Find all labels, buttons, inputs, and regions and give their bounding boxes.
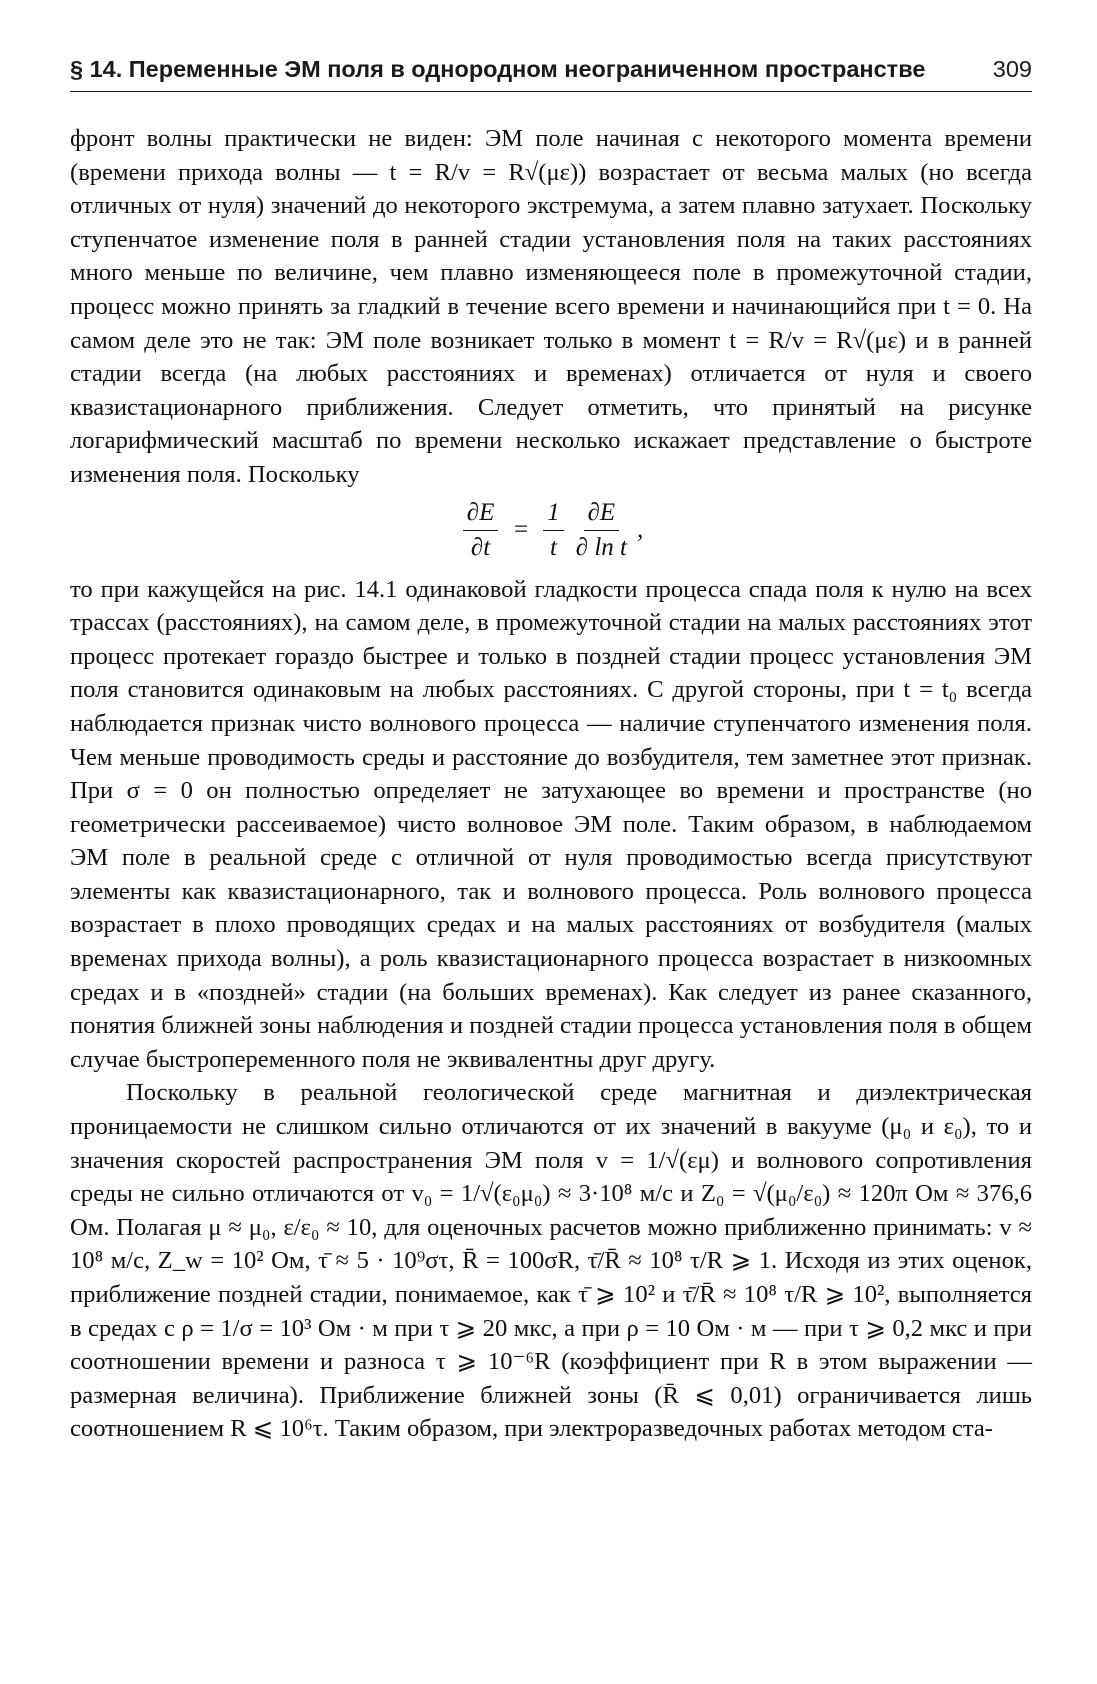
formula-lhs-num: ∂E bbox=[463, 498, 499, 531]
formula-coef bbox=[543, 498, 564, 563]
formula-rhs bbox=[572, 498, 631, 563]
page bbox=[70, 56, 1032, 1446]
formula-coef-num: 1 bbox=[543, 498, 564, 531]
formula-rhs-num: ∂E bbox=[584, 498, 620, 531]
page-number: 309 bbox=[992, 56, 1032, 82]
formula-lhs bbox=[463, 498, 499, 563]
formula-coef-den: t bbox=[550, 533, 557, 561]
formula bbox=[70, 498, 1032, 563]
formula-tail: , bbox=[637, 516, 644, 544]
paragraph-2: то при кажущейся на рис. 14.1 одинаковой гладкости процесса спада поля к нулю на всех трассах (расстояниях), на самом деле, в промежуточной стадии на малых расстояниях этот процесс протекает гораздо быстрее и только в поздней стадии процесс установления ЭМ поля становится одинаковым на любых расстояниях. С другой стороны, при t = t₀ всегда наблюдается признак чисто волнового процесса — наличие ступенчатого изменения поля. Чем меньше проводимость среды и расстояние до возбудителя, тем заметнее этот признак. При σ = 0 он полностью определяет не затухающее во времени и пространстве (но геометрически рассеиваемое) чисто волновое ЭМ поле. Таким образом, в наблюдаемом ЭМ поле в реальной среде с отличной от нуля проводимостью всегда присутствуют элементы как квазистационарного, так и волнового процесса. Роль волнового процесса возрастает в плохо проводящих средах и на малых расстояниях от возбудителя (малых временах прихода волны), а роль квазистационарного процесса возрастает в низкоомных средах и в «поздней» стадии (на больших временах). Как следует из ранее сказанного, понятия ближней зоны наблюдения и поздней стадии процесса установления поля в общем случае быстропеременного поля не эквивалентны друг другу. bbox=[70, 575, 1032, 1073]
paragraph-1: фронт волны практически не виден: ЭМ поле начиная с некоторого момента времени (времени прихода волны — t = R/v = R√(με)) возрастает от весьма малых (но всегда отличных от нуля) значений до некоторого экстремума, а затем плавно затухает. Поскольку ступенчатое изменение поля в ранней стадии установления поля на таких расстояниях много меньше по величине, чем плавно изменяющееся поле в промежуточной стадии, процесс можно принять за гладкий в течение всего времени и начинающийся при t = 0. На самом деле это не так: ЭМ поле возникает только в момент t = R/v = R√(με) и в ранней стадии всегда (на любых расстояниях и временах) отличается от нуля и своего квазистационарного приближения. Следует отметить, что принятый на рисунке логарифмический масштаб по времени несколько искажает представление о быстроте изменения поля. Поскольку bbox=[70, 125, 1032, 488]
section-title: § 14. Переменные ЭМ поля в однородном неограниченном пространстве bbox=[70, 56, 926, 82]
body-text bbox=[70, 122, 1032, 1446]
paragraph-3: Поскольку в реальной геологической среде магнитная и диэлектрическая проницаемости не слишком сильно отличаются от их значений в вакууме (μ₀ и ε₀), то и значения скоростей распространения ЭМ поля v = 1/√(εμ) и волнового сопротивления среды не сильно отличаются от v₀ = 1/√(ε₀μ₀) ≈ 3·10⁸ м/с и Z₀ = √(μ₀/ε₀) ≈ 120π Ом ≈ 376,6 Ом. Полагая μ ≈ μ₀, ε/ε₀ ≈ 10, для оценочных расчетов можно приближенно принимать: v ≈ 10⁸ м/с, Z_w = 10² Ом, τ̄ ≈ 5 · 10⁹στ, R̄ = 100σR, τ̄/R̄ ≈ 10⁸ τ/R ⩾ 1. Исходя из этих оценок, приближение поздней стадии, понимаемое, как τ̄ ⩾ 10² и τ̄/R̄ ≈ 10⁸ τ/R ⩾ 10², выполняется в средах с ρ = 1/σ = 10³ Ом · м при τ ⩾ 20 мкс, а при ρ = 10 Ом · м — при τ ⩾ 0,2 мкс и при соотношении времени и разноса τ ⩾ 10⁻⁶R (коэффициент при R в этом выражении — размерная величина). Приближение ближней зоны (R̄ ⩽ 0,01) ограничивается лишь соотношением R ⩽ 10⁶τ. Таким образом, при электроразведочных работах методом ста- bbox=[70, 1079, 1032, 1443]
formula-rhs-den: ∂ ln t bbox=[575, 533, 627, 561]
formula-equals: = bbox=[512, 516, 530, 544]
running-header bbox=[70, 56, 1032, 92]
formula-lhs-den: ∂t bbox=[470, 533, 491, 561]
